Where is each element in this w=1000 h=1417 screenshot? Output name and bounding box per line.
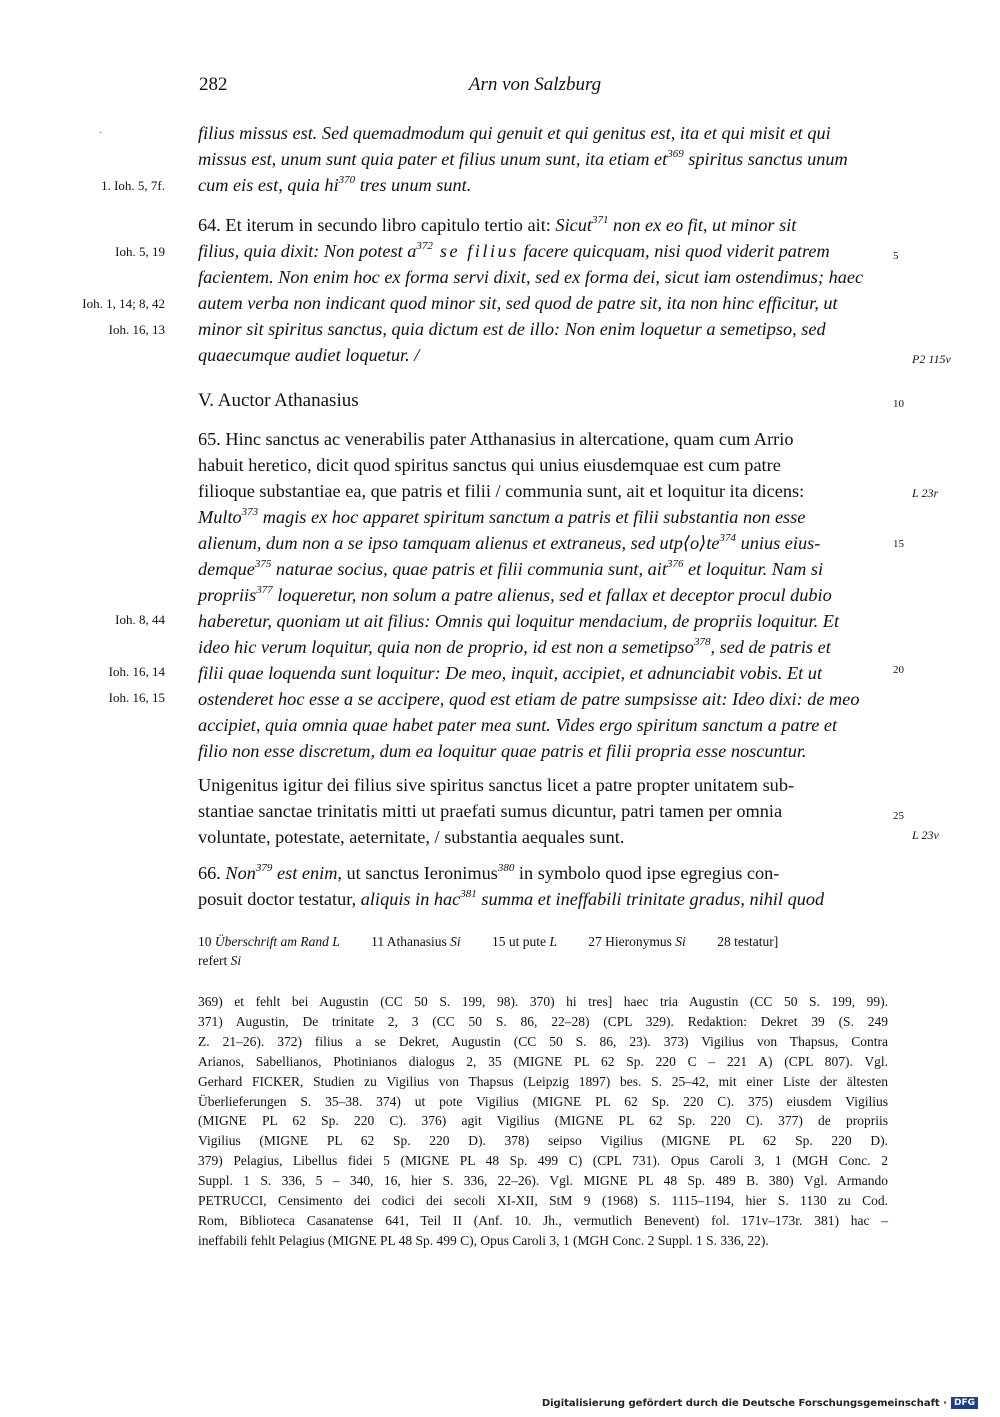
manuscript-ref: L 23r — [912, 486, 939, 500]
section-heading: V. Auctor Athanasius — [198, 390, 359, 411]
footnote-line: PETRUCCI, Censimento dei codici dei secoli XI-XII, StM 9 (1968) S. 1115–1194, hier S. 1130 zu Cod. — [198, 1193, 888, 1209]
manuscript-ref: P2 115v — [912, 352, 951, 366]
footer-text: Digitalisierung gefördert durch die Deutsche Forschungsgemeinschaft · — [541, 1397, 947, 1409]
footnote-line: Suppl. 1 S. 336, 5 – 340, 16, hier S. 336, 22–26). Vgl. MIGNE PL 48 Sp. 489 B. 380) Vgl. Armando — [198, 1173, 888, 1189]
text-line: habuit heretico, dicit quod spiritus sanctus qui unius eiusdemquae est cum patre — [198, 455, 781, 475]
scan-speck: · — [99, 128, 103, 139]
footnote-line: Gerhard FICKER, Studien zu Vigilius von Thapsus (Leipzig 1897) bes. S. 25–42, mit einer Liste der ältesten — [198, 1073, 888, 1089]
margin-ref: Ioh. 16, 14 — [108, 664, 165, 679]
text-line: filii quae loquenda sunt loquitur: De meo, inquit, accipiet, et adnunciabit vobis. Et ut — [198, 663, 823, 683]
text-line: filius, quia dixit: Non potest $a^{372}$ se filius facere quicquam, nisi quod viderit patrem — [198, 240, 830, 261]
running-title: Arn von Salzburg — [468, 74, 602, 95]
line-number: 10 — [893, 398, 904, 410]
text-line: accipiet, quia omnia quae habet pater mea sunt. Vides ergo spiritum sanctum a patre et — [198, 715, 838, 735]
margin-ref: Ioh. 16, 13 — [108, 322, 165, 337]
footnote-line: Überlieferungen S. 35–38. 374) ut pote Vigilius (MIGNE PL 62 Sp. 220 C). 375) eiusdem Vigilius — [198, 1093, 888, 1109]
footnote-line: Arianos, Sabellianos, Photinianos dialogus 2, 35 (MIGNE PL 62 Sp. 220 C – 221 A) (CPL 807). Vgl. — [198, 1053, 888, 1069]
footnote-line: ineffabili fehlt Pelagius (MIGNE PL 48 Sp. 499 C), Opus Caroli 3, 1 (MGH Conc. 2 Suppl. 1 S. 336, 22). — [198, 1232, 769, 1248]
margin-ref: Ioh. 16, 15 — [108, 690, 165, 705]
text-line: ostenderet hoc esse a se accipere, quod est etiam de patre sumpsisse ait: Ideo dixi: de meo — [198, 689, 860, 709]
text-line: alienum, dum non a se ipso tamquam alienus et extraneus, sed $utp⟨o⟩te^{374}$ unius eius- — [198, 532, 821, 553]
footnote-line: 379) Pelagius, Libellus fidei 5 (MIGNE PL 48 Sp. 499 C) (CPL 731). Opus Caroli 3, 1 (MGH Conc. 2 — [198, 1153, 888, 1169]
text-line: demque$^{375}$ naturae socius, quae patris et filii communia sunt, ait$^{376}$ et loquitur. Nam si — [198, 558, 824, 579]
text-line: voluntate, potestate, aeternitate, / substantia aequales sunt. — [198, 827, 625, 847]
text-line: autem verba non indicant quod minor sit, sed quod de patre sit, ita non hinc efficitur, ut — [198, 293, 838, 313]
footnote-line: Rom, Biblioteca Casanatense 641, Teil II (Anf. 10. Jh., vermutlich Benevent) fol. 171v–173r. 381) hac – — [198, 1212, 888, 1228]
text-line: Unigenitus igitur dei filius sive spiritus sanctus licet a patre propter unitatem sub- — [198, 775, 795, 795]
running-head — [195, 74, 875, 104]
footnote-line: (MIGNE PL 62 Sp. 220 C). 376) agit Vigilius (MIGNE PL 62 Sp. 220 C). 377) de propriis — [198, 1113, 888, 1129]
apparatus: 10 Überschrift am Rand L 11 Athanasius Si 15 ut pute L 27 Hieronymus Si 28 testatur] refert Si — [198, 934, 779, 968]
text-line: facientem. Non enim hoc ex forma servi dixit, sed ex forma dei, sicut iam ostendimus; haec — [198, 267, 864, 287]
margin-ref: Ioh. 1, 14; 8, 42 — [82, 296, 165, 311]
text-line: filio non esse discretum, dum ea loquitur quae patris et filii propria esse noscuntur. — [198, 741, 807, 761]
text-line: 65. Hinc sanctus ac venerabilis pater Atthanasius in altercatione, quam cum Arrio — [198, 429, 794, 449]
text-line: filius missus est. Sed quemadmodum qui genuit et qui genitus est, ita et qui misit et qui — [198, 123, 831, 143]
text-line: cum eis est, quia $hi^{370}$ tres unum sunt. — [198, 174, 472, 195]
text-line: stantiae sanctae trinitatis mitti ut praefati sumus dicuntur, patri tamen per omnia — [198, 801, 783, 821]
line-number: 20 — [893, 664, 904, 676]
footnotes — [198, 992, 888, 1251]
text-line: ideo hic verum loquitur, quia non de proprio, id est non a semetipso$^{378}$, sed de patris et — [198, 636, 831, 657]
footnote-line: Z. 21–26). 372) filius a se Dekret, Augustin (CC 50 S. 86, 23). 373) Vigilius von Thapsus, Contra — [198, 1033, 888, 1049]
text-line: quaecumque audiet loquetur. / — [198, 345, 420, 365]
line-number: 15 — [893, 538, 904, 550]
margin-ref: Ioh. 5, 19 — [115, 244, 165, 259]
page-number: 282 — [199, 74, 228, 95]
text-line: propriis$^{377}$ loqueretur, non solum a patre alienus, sed et fallax et deceptor procul dubio — [198, 584, 832, 605]
margin-ref: 1. Ioh. 5, 7f. — [101, 178, 165, 193]
line-number: 25 — [893, 810, 904, 822]
footnote-line: Vigilius (MIGNE PL 62 Sp. 220 D). 378) seipso Vigilius (MIGNE PL 62 Sp. 220 D). — [198, 1133, 888, 1149]
text-line: posuit doctor testatur, aliquis in hac$^{381}$ summa et ineffabili trinitate gradus, nihil quod — [198, 888, 825, 909]
text-line: 64. Et iterum in secundo libro capitulo tertio ait: Sicut$^{371}$ non ex eo fit, ut minor sit — [198, 214, 797, 235]
text-line: Multo$^{373}$ magis ex hoc apparet spiritum sanctum a patris et filii substantia non esse — [198, 506, 806, 527]
text-line: missus est, unum sunt quia pater et filius unum sunt, ita etiam $et^{369}$ spiritus sanctus unum — [198, 148, 848, 169]
digitization-footer — [542, 1397, 978, 1409]
dfg-logo: DFG — [951, 1397, 978, 1409]
text-line: minor sit spiritus sanctus, quia dictum est de illo: Non enim loquetur a semetipso, sed — [198, 319, 826, 339]
text-line: haberetur, quoniam ut ait filius: Omnis qui loquitur mendacium, de propriis loquitur. Et — [198, 611, 840, 631]
text-line: filioque substantiae ea, que patris et filii / communia sunt, ait et loquitur ita dicens: — [198, 481, 805, 501]
footnote-line: 371) Augustin, De trinitate 2, 3 (CC 50 S. 86, 22–28) (CPL 329). Redaktion: Dekret 39 (S. 249 — [198, 1013, 888, 1029]
text-line: 66. Non$^{379}$ est enim, ut sanctus Ieronimus$^{380}$ in symbolo quod ipse egregius con- — [198, 862, 780, 883]
manuscript-ref: L 23v — [912, 828, 939, 842]
footnote-line: 369) et fehlt bei Augustin (CC 50 S. 199, 98). 370) hi tres] haec tria Augustin (CC 50 S. 199, 99). — [198, 994, 888, 1009]
line-number: 5 — [893, 250, 899, 262]
margin-ref: Ioh. 8, 44 — [115, 612, 165, 627]
